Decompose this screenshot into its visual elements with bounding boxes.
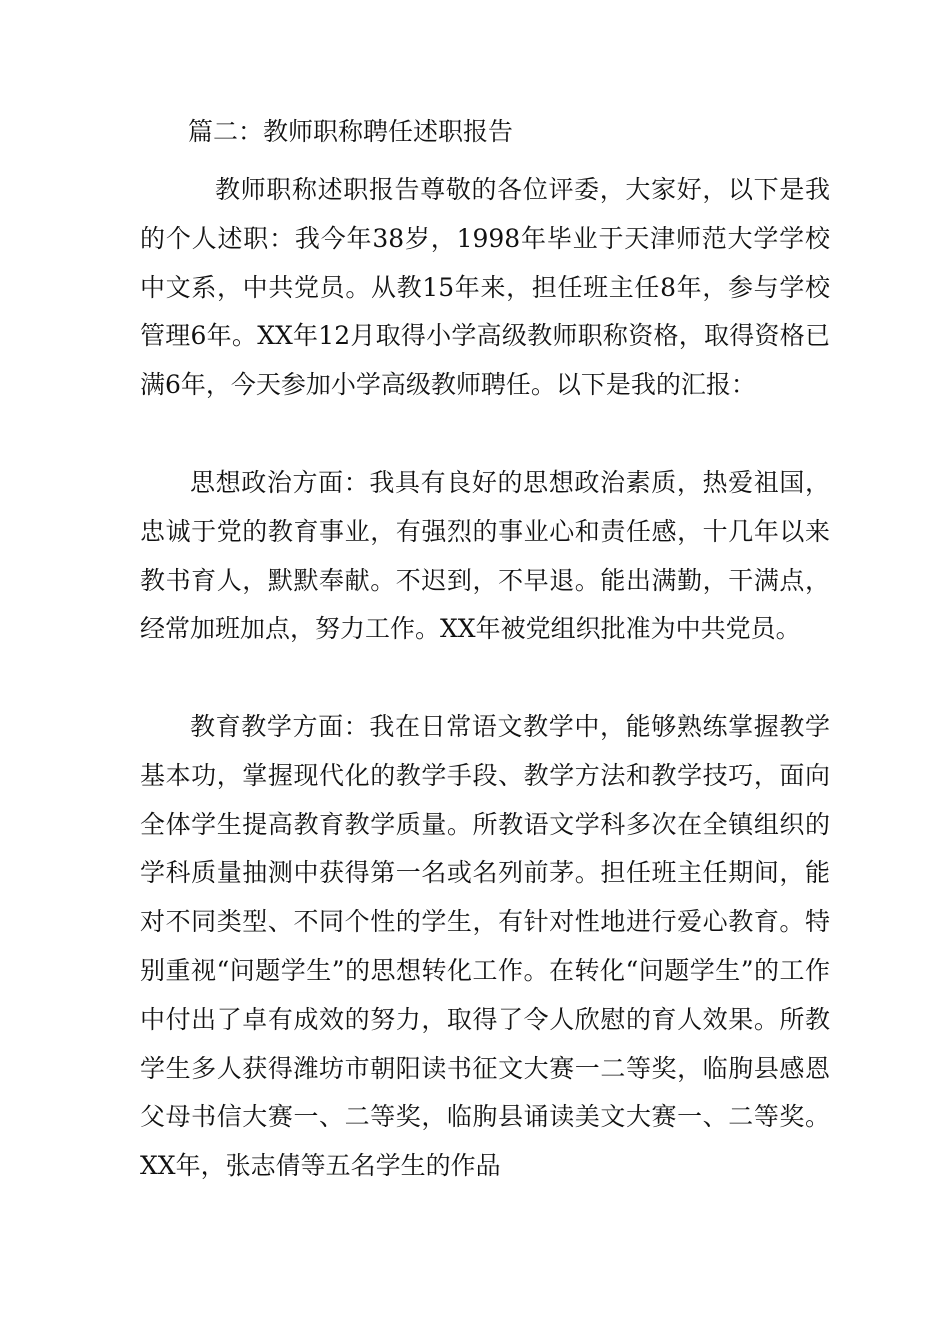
document-heading: 篇二：教师职称聘任述职报告	[188, 117, 514, 146]
paragraph-political: 思想政治方面：我具有良好的思想政治素质，热爱祖国，忠诚于党的教育事业，有强烈的事业心和责任感，十几年以来教书育人，默默奉献。不迟到，不早退。能出满勤，干满点，经常加班加点，努力工作。XX年被党组织批准为中共党员。	[140, 468, 830, 644]
paragraph-introduction: 教师职称述职报告尊敬的各位评委，大家好，以下是我的个人述职：我今年38岁，1998年毕业于天津师范大学学校中文系，中共党员。从教15年来，担任班主任8年，参与学校管理6年。XX年12月取得小学高级教师职称资格，取得资格已满6年，今天参加小学高级教师聘任。以下是我的汇报：	[140, 175, 830, 400]
paragraph-teaching: 教育教学方面：我在日常语文教学中，能够熟练掌握教学基本功，掌握现代化的教学手段、教学方法和教学技巧，面向全体学生提高教育教学质量。所教语文学科多次在全镇组织的学科质量抽测中获得第一名或名列前茅。担任班主任期间，能对不同类型、不同个性的学生，有针对性地进行爱心教育。特别重视“问题学生”的思想转化工作。在转化“问题学生”的工作中付出了卓有成效的努力，取得了令人欣慰的育人效果。所教学生多人获得潍坊市朝阳读书征文大赛一二等奖，临朐县感恩父母书信大赛一、二等奖，临朐县诵读美文大赛一、二等奖。XX年，张志倩等五名学生的作品	[140, 712, 830, 1181]
